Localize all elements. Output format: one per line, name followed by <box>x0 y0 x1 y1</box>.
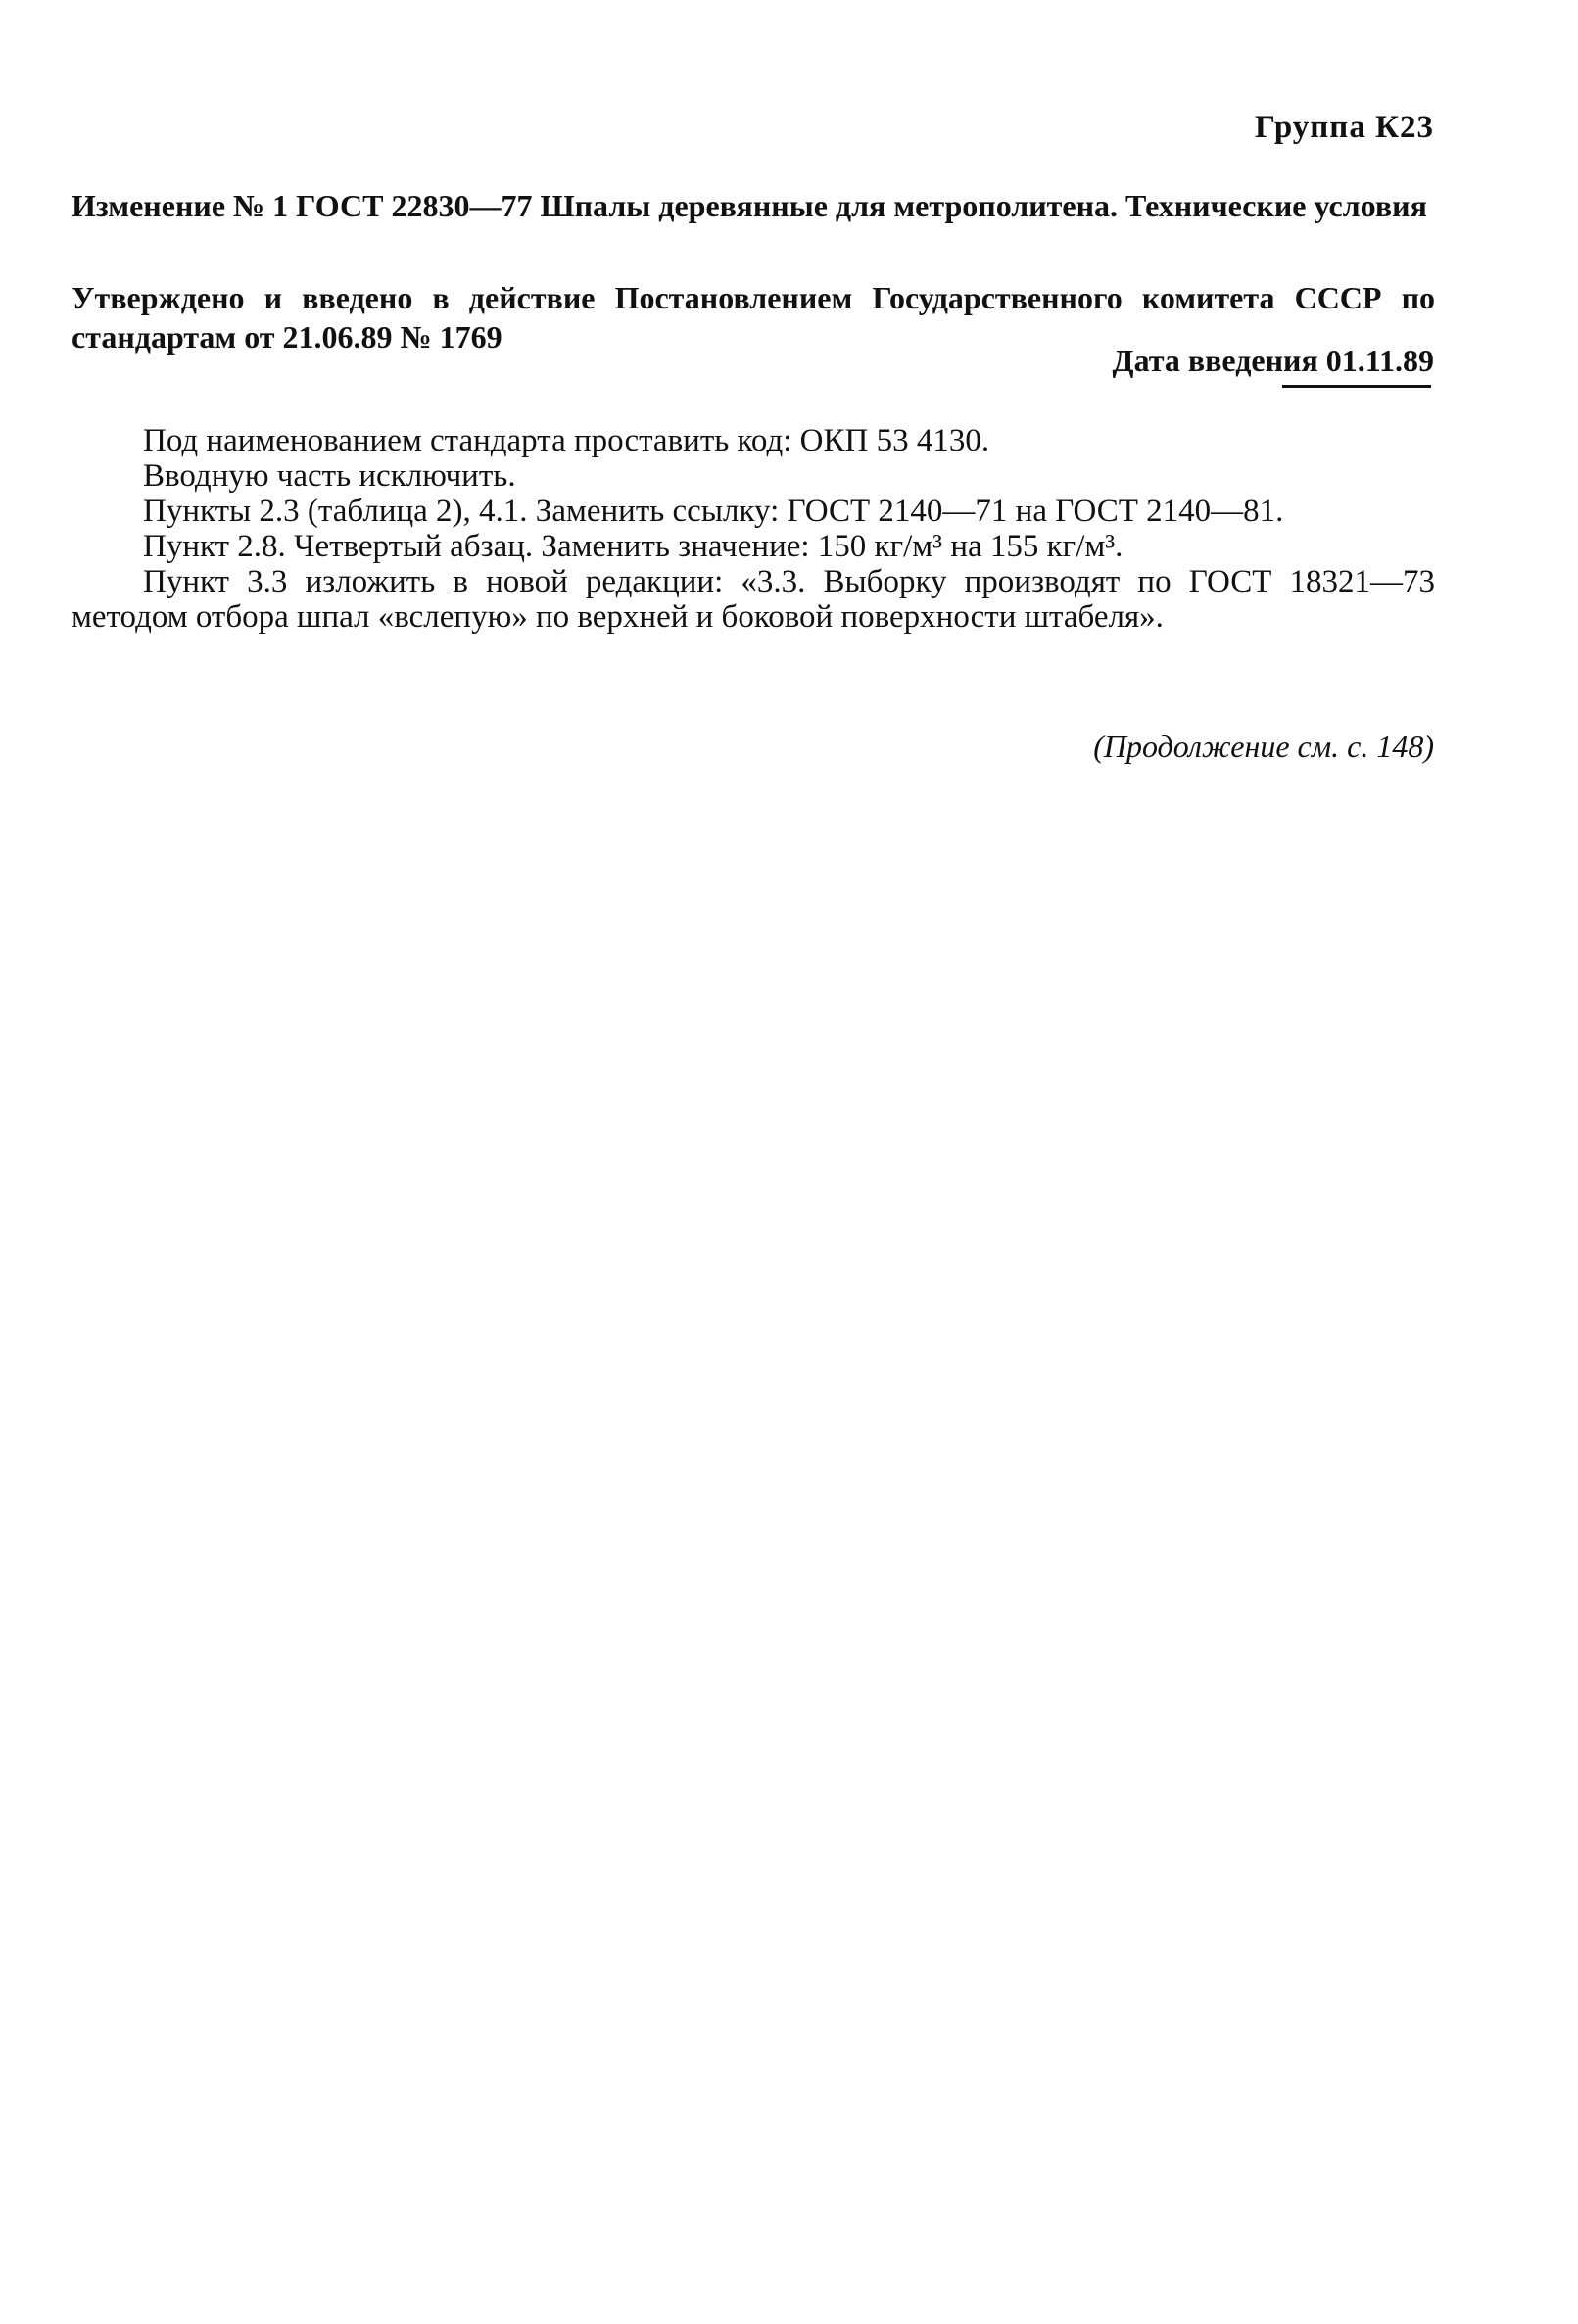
continuation-note: (Продолжение см. с. 148) <box>1093 729 1434 764</box>
amendment-body <box>72 423 1435 635</box>
intro-date-value: 01.11.89 <box>1325 343 1434 378</box>
paragraph-sampling: Пункт 3.3 изложить в новой редакции: «3.3. Выборку производят по ГОСТ 18321—73 методом отбора шпал «вслепую» по верхней и боковой поверхности штабеля». <box>72 564 1435 635</box>
paragraph-intro-removal: Вводную часть исключить. <box>143 458 516 494</box>
paragraph-density-value: Пункт 2.8. Четвертый абзац. Заменить значение: 150 кг/м³ на 155 кг/м³. <box>143 529 1124 564</box>
intro-date <box>1113 343 1434 379</box>
paragraph-reference-replace: Пункты 2.3 (таблица 2), 4.1. Заменить ссылку: ГОСТ 2140—71 на ГОСТ 2140—81. <box>143 494 1284 529</box>
intro-date-label: Дата введения <box>1112 343 1318 378</box>
approval-statement: Утверждено и введено в действие Постановлением Государственного комитета СССР по стандартам от 21.06.89 № 1769 <box>72 280 1435 355</box>
paragraph-okp-code: Под наименованием стандарта проставить код: ОКП 53 4130. <box>143 423 990 458</box>
date-underline <box>1282 385 1431 388</box>
amendment-title: Изменение № 1 ГОСТ 22830—77 Шпалы деревянные для метрополитена. Технические условия <box>72 188 1427 223</box>
group-code: Группа К23 <box>1254 110 1434 145</box>
